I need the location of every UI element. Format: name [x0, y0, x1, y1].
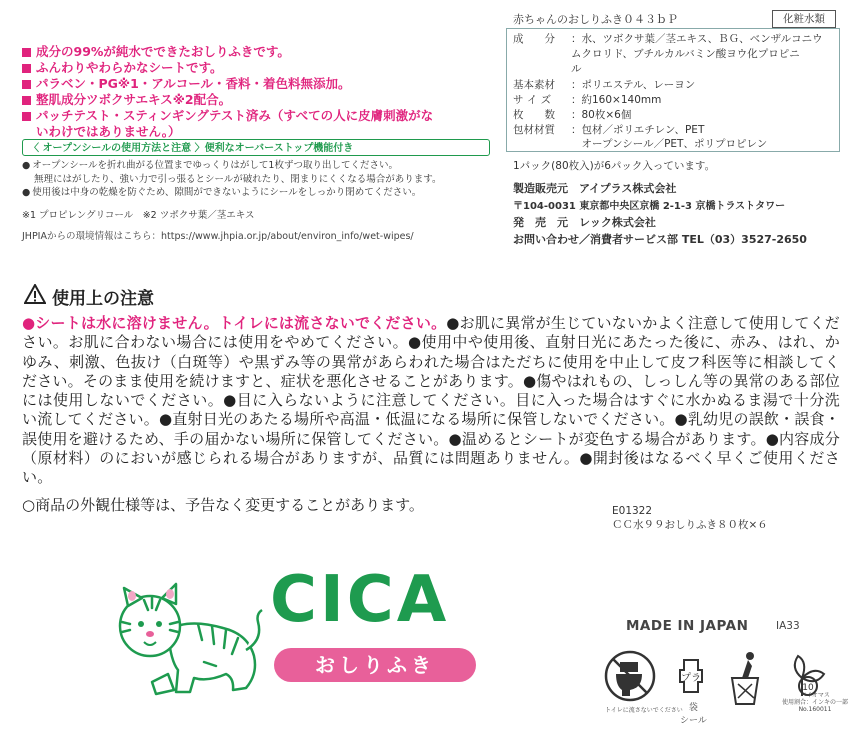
seal-note: ● 使用後は中身の乾燥を防ぐため、隙間ができないようにシールをしっかり閉めてください。 [22, 186, 502, 200]
footnote: ※1 プロピレングリコール ※2 ツボクサ葉／茎エキス [22, 210, 255, 221]
toilet-caption: トイレに流さないでください [605, 707, 683, 714]
brand-logo: CICA [270, 563, 450, 637]
feature-item: パラベン・PG※1・アルコール・香料・着色料無添加。 [22, 76, 492, 92]
made-in-label: MADE IN JAPAN [626, 618, 749, 634]
ingredient-row: 基本素材 ：ポリエステル、レーヨン [513, 79, 696, 91]
external-change-note: ○商品の外観仕様等は、予告なく変更することがあります。 [22, 496, 424, 514]
product-name: 赤ちゃんのおしりふき０４３ｂＰ [513, 13, 678, 26]
svg-text:10: 10 [802, 683, 814, 693]
seal-notes [22, 159, 502, 200]
ingredient-row: サ イ ズ ：約160×140mm [513, 94, 662, 106]
ingredient-row: 枚 数 ：80枚×6個 [513, 109, 632, 121]
seal-note: ● オープンシールを折れ曲がる位置までゆっくりはがして1枚ずつ取り出してください。 [22, 159, 502, 173]
brand-subtitle-pill: おしりふき [274, 648, 476, 682]
feature-item-continuation: いわけではありません。） [36, 124, 181, 139]
feature-item: 整肌成分ツボクサエキス※2配合。 [22, 92, 492, 108]
seal-caption: 袋 シール [680, 703, 707, 726]
ingredient-row: 成 分 ：水、ツボクサ葉／茎エキス、ＢＧ、ベンザルコニウ [513, 33, 823, 45]
feature-item: 成分の99%が純水でできたおしりふきです。 [22, 44, 492, 60]
jhpia-link-text: JHPIAからの環境情報はこちら：https://www.jhpia.or.jp/about/environ_info/wet-wipes/ [22, 231, 414, 242]
disposal-icons [602, 648, 852, 726]
feature-list [22, 44, 492, 140]
plastic-recycle-icon [680, 660, 702, 692]
feature-item: ふんわりやわらかなシートです。 [22, 60, 492, 76]
biomass-mark-icon [795, 656, 824, 696]
product-code: E01322 [612, 505, 653, 517]
ingredient-row: ムクロリド、ブチルカルバミン酸ヨウ化プロピニ [571, 48, 800, 60]
svg-text:プラ: プラ [681, 673, 701, 684]
tiger-mascot-icon [108, 570, 268, 700]
warning-icon [24, 284, 46, 304]
maker-line: 製造販売元 アイプラス株式会社 [513, 182, 677, 195]
caution-title: 使用上の注意 [52, 289, 154, 309]
maker-address: 〒104-0031 東京都中央区京橋 2-1-3 京橋トラストタワー [513, 201, 786, 212]
cosmetic-category-tag: 化粧水類 [772, 10, 836, 28]
caution-text [22, 314, 840, 488]
trash-bin-icon [732, 652, 758, 704]
product-code-name: ＣＣ水９９おしりふき８０枚×６ [612, 519, 768, 531]
contact-line: お問い合わせ／消費者サービス部 TEL（03）3527-2650 [513, 233, 807, 246]
ingredient-row: 包材材質 ：包材／ポリエチレン、PET [513, 124, 705, 136]
ingredient-row: オープンシール／PET、ポリプロピレン [571, 138, 768, 150]
biomass-caption: バイオマス 使用割合：インキの一部 No.160011 [782, 692, 849, 713]
product-codes [612, 504, 768, 532]
feature-item: パッチテスト・スティンギングテスト済み（すべての人に皮膚刺激がな [22, 108, 492, 124]
no-toilet-flush-icon [606, 652, 654, 700]
seal-note: 無理にはがしたり、強い力で引っ張るとシールが破れたり、閉まりにくくなる場合があります。 [34, 173, 442, 185]
seller-line: 発 売 元 レック株式会社 [513, 216, 656, 229]
ingredient-row: ル [571, 63, 582, 75]
pack-note: 1パック(80枚入)が6パック入っています。 [513, 160, 716, 172]
caution-highlight: ●シートは水に溶けません。トイレには流さないでください。 [22, 314, 447, 332]
caution-body: ●お肌に異常が生じていないかよく注意して使用してください。お肌に合わない場合には使用をやめてください。●使用中や使用後、直射日光にあたった後に、赤み、はれ、かゆみ、刺激、色抜け（白斑等）や黒ずみ等の異常があらわれた場合はただちに使用を中止して皮フ科医等に相談してください。そのまま使用を続けますと、症状を悪化させることがあります。●傷やはれもの、しっしん等の異常のある部位には使用しないでください。●目に入らないように注意してください。目に入った場合はすぐに水かぬるま湯で十分洗い流してください。●直射日光のあたる場所や高温・低温になる場所に保管しないでください。●乳幼児の誤飲・誤食・誤使用を避けるため、手の届かない場所に保管してください。●温めるとシートが変色する場合があります。●内容成分（原材料）のにおいが感じられる場合がありますが、品質には問題ありません。●開封後はなるべく早くご使用ください。 [22, 314, 840, 487]
seal-usage-bar: 〈 オープンシールの使用方法と注意 〉便利なオーバーストップ機能付き [22, 139, 490, 156]
ia-code: IA33 [776, 620, 800, 632]
